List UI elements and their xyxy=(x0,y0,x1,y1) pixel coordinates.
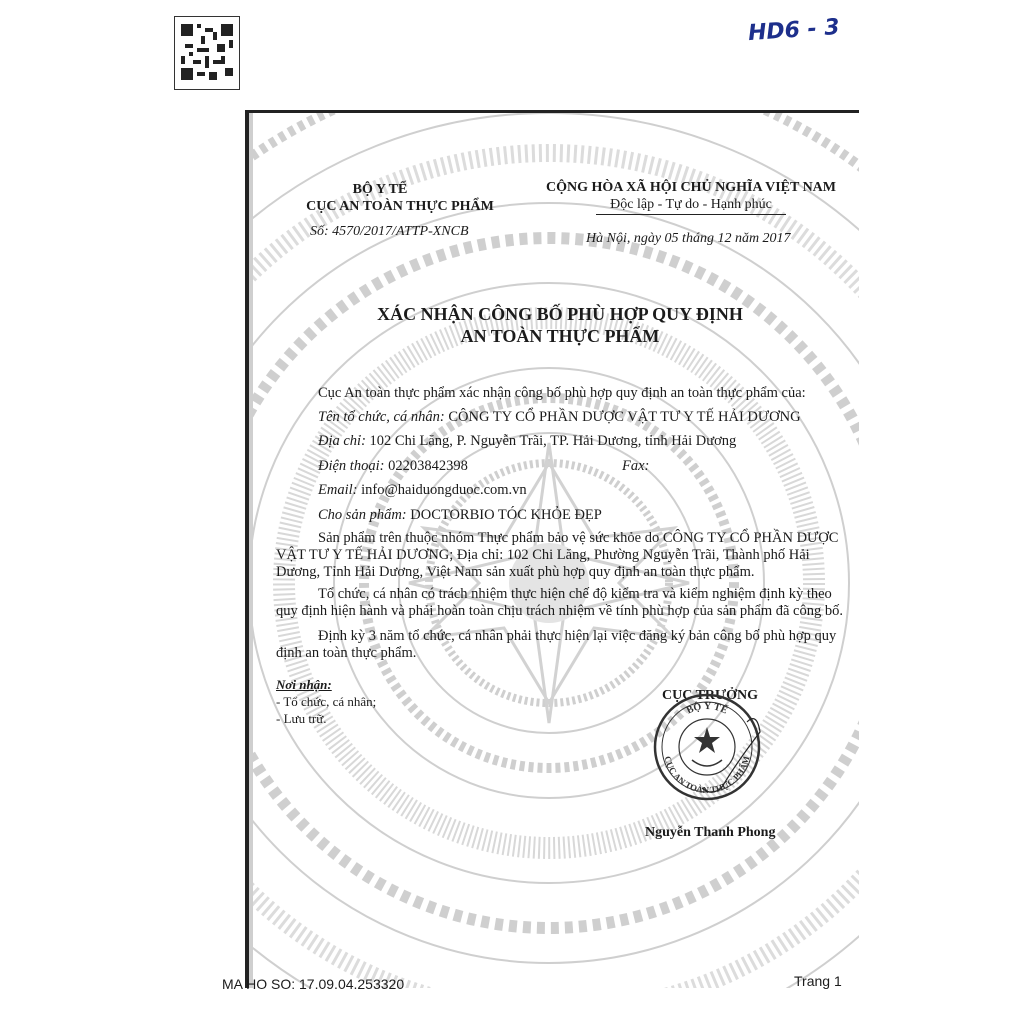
document-title-line1: XÁC NHẬN CÔNG BỐ PHÙ HỢP QUY ĐỊNH xyxy=(377,304,743,324)
qr-pattern xyxy=(181,23,233,81)
recipient-item: - Lưu trữ. xyxy=(276,711,327,726)
signer-name: Nguyễn Thanh Phong xyxy=(645,825,776,840)
national-motto: Độc lập - Tự do - Hạnh phúc xyxy=(596,197,786,215)
paragraph-3-line-2: định an toàn thực phẩm. xyxy=(276,645,417,661)
email-row xyxy=(318,482,527,499)
seal-bottom-text: CỤC AN TOÀN THỰC PHẨM xyxy=(662,754,752,796)
page-number: Trang 1 xyxy=(794,973,842,989)
signature-stroke xyxy=(652,692,762,802)
record-code: MA HO SO: 17.09.04.253320 xyxy=(222,976,405,992)
official-seal xyxy=(652,692,762,802)
org-label: Tên tổ chức, cá nhân: xyxy=(318,409,445,425)
seal-top-text: BỘ Y TẾ xyxy=(684,700,730,717)
recipient-item: - Tổ chức, cá nhân; xyxy=(276,694,377,709)
document-title-line2: AN TOÀN THỰC PHẨM xyxy=(460,326,660,346)
document-number: Số: 4570/2017/ATTP-XNCB xyxy=(310,224,469,239)
paragraph-1-line-1: Sản phẩm trên thuộc nhóm Thực phẩm bảo vệ sức khỏe do CÔNG TY CỔ PHẦN DƯỢC xyxy=(318,530,839,546)
email-value: info@haiduongduoc.com.vn xyxy=(361,482,527,498)
fax-label: Fax: xyxy=(622,458,650,474)
paragraph-3-line-1: Định kỳ 3 năm tổ chức, cá nhân phải thực hiện lại việc đăng ký bản công bố phù hợp quy xyxy=(318,628,837,644)
qr-code xyxy=(174,16,240,90)
paragraph-2-line-1: Tổ chức, cá nhân có trách nhiệm thực hiện chế độ kiểm tra và kiểm nghiệm định kỳ theo xyxy=(318,586,832,602)
address-label: Địa chỉ: xyxy=(318,433,366,449)
recipients-label: Nơi nhận: xyxy=(276,677,332,692)
org-row xyxy=(318,409,801,426)
phone-value: 02203842398 xyxy=(388,458,468,474)
email-label: Email: xyxy=(318,482,358,498)
handwritten-note: HD6 - 3 xyxy=(747,14,841,47)
phone-label: Điện thoại: xyxy=(318,458,385,474)
address-value: 102 Chi Lăng, P. Nguyễn Trãi, TP. Hải Dương, tỉnh Hải Dương xyxy=(369,433,737,449)
department-name: CỤC AN TOÀN THỰC PHẨM xyxy=(306,199,494,214)
address-row xyxy=(318,433,736,450)
paragraph-1-line-3: Dương, Tỉnh Hải Dương, Việt Nam sản xuất phù hợp quy định an toàn thực phẩm. xyxy=(276,564,755,580)
country-name: CỘNG HÒA XÃ HỘI CHỦ NGHĨA VIỆT NAM xyxy=(545,180,836,195)
org-value: CÔNG TY CỔ PHẦN DƯỢC VẬT TƯ Y TẾ HẢI DƯƠNG xyxy=(448,409,801,425)
product-value: DOCTORBIO TÓC KHỎE ĐẸP xyxy=(410,507,602,523)
product-row xyxy=(318,507,602,524)
phone-row xyxy=(318,458,468,475)
place-date: Hà Nội, ngày 05 tháng 12 năm 2017 xyxy=(586,231,791,246)
product-label: Cho sản phẩm: xyxy=(318,507,407,523)
ministry-name: BỘ Y TẾ xyxy=(352,182,408,197)
paragraph-2-line-2: quy định hiện hành và phải hoàn toàn chịu trách nhiệm về tính phù hợp của sản phẩm đã công bố. xyxy=(276,603,843,619)
signer-title: CỤC TRƯỞNG xyxy=(662,688,759,703)
intro-text: Cục An toàn thực phẩm xác nhận công bố phù hợp quy định an toàn thực phẩm của: xyxy=(318,385,806,401)
paragraph-1-line-2: VẬT TƯ Y TẾ HẢI DƯƠNG; Địa chỉ: 102 Chi Lăng, Phường Nguyễn Trãi, Thành phố Hải xyxy=(276,547,810,563)
